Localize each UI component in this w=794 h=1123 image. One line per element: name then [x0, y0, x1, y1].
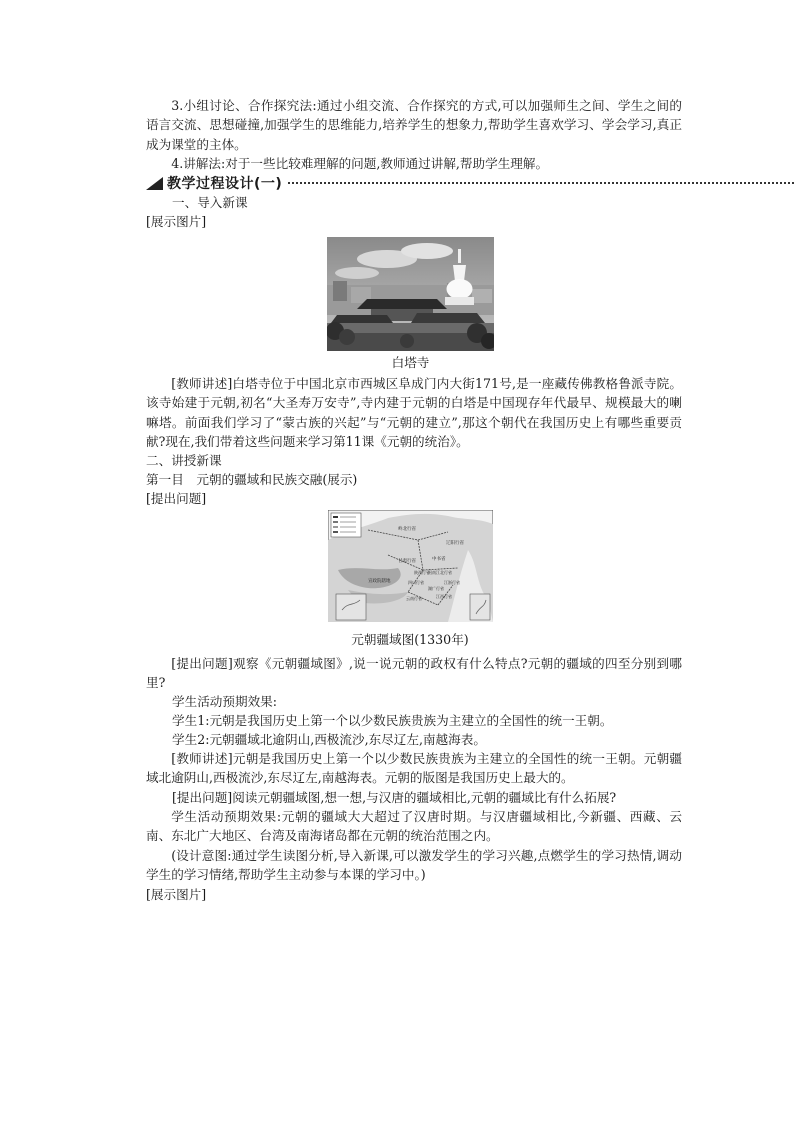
map-label-jiangzhe: 江浙行省: [444, 580, 460, 585]
method-3-paragraph: 3.小组讨论、合作探究法:通过小组交流、合作探究的方式,可以加强师生之间、学生之间的语言交流、思想碰撞,加强学生的思维能力,培养学生的想象力,帮助学生喜欢学习、学会学习,真正成为课堂的主体。: [146, 98, 682, 152]
map-label-sichuan: 四川行省: [408, 580, 424, 585]
map-label-huguang: 湖广行省: [428, 586, 444, 591]
map-label-zhongshu: 中书省: [432, 557, 446, 562]
map-label-liaoyang: 辽阳行省: [446, 541, 464, 546]
map-label-lingbei: 岭北行省: [398, 527, 416, 532]
student-2-answer: 学生2:元朝疆域北逾阴山,西极流沙,东尽辽左,南越海表。: [172, 732, 486, 747]
part2-title: 二、讲授新课: [146, 453, 222, 468]
section-heading-text: 教学过程设计(一): [167, 176, 283, 192]
student-1-answer: 学生1:元朝是我国历史上第一个以少数民族贵族为主建立的全国性的统一王朝。: [172, 713, 613, 728]
map-label-shaanxi: 陕西行省: [414, 570, 430, 575]
baitasi-photo: [327, 237, 494, 351]
expected-effect-2-paragraph: 学生活动预期效果:元朝的疆域大大超过了汉唐时期。与汉唐疆域相比,今新疆、西藏、云南、东北广大地区、台湾及南海诸岛都在元朝的统治范围之内。: [146, 809, 682, 844]
map-label-henan: 河南江北行省: [428, 570, 452, 575]
map-label-xuanzhengyuan: 宣政院辖地: [368, 579, 391, 584]
teacher-narration-2-paragraph: [教师讲述]元朝是我国历史上第一个以少数民族贵族为主建立的全国性的统一王朝。元朝疆域北逾阴山,西极流沙,东尽辽左,南越海表。元朝的版图是我国历史上最大的。: [146, 751, 682, 786]
part1-show-image-label: [展示图片]: [146, 214, 207, 229]
subsection-title: 第一目 元朝的疆域和民族交融(展示): [146, 472, 358, 487]
map-label-jiangxi: 江西行省: [436, 594, 452, 599]
yuan-territory-map: [328, 510, 493, 622]
map-caption: 元朝疆域图(1330年): [351, 632, 469, 647]
photo-caption: 白塔寺: [391, 355, 430, 370]
raise-question-label: [提出问题]: [146, 491, 207, 506]
heading-dotted-rule: [288, 182, 794, 184]
baitasi-photo-image: [327, 237, 494, 351]
design-intent-paragraph: (设计意图:通过学生读图分析,导入新课,可以激发学生的学习兴趣,点燃学生的学习热情,调动学生的学习情绪,帮助学生主动参与本课的学习中。): [146, 848, 682, 883]
part1-title: 一、导入新课: [172, 195, 248, 210]
question-1-paragraph: [提出问题]观察《元朝疆域图》,说一说元朝的政权有什么特点?元朝的疆域的四至分别到哪里?: [146, 656, 682, 691]
teacher-narration-paragraph: [教师讲述]白塔寺位于中国北京市西城区阜成门内大街171号,是一座藏传佛教格鲁派寺院。该寺始建于元朝,初名“大圣寿万安寺”,寺内建于元朝的白塔是中国现存年代最早、规模最大的喇嘛塔。前面我们学习了“蒙古族的兴起”与“元朝的建立”,那这个朝代在我国历史上有哪些重要贡献?现在,我们带着这些问题来学习第11课《元朝的统治》。: [146, 376, 682, 450]
question-2-paragraph: [提出问题]阅读元朝疆域图,想一想,与汉唐的疆域相比,元朝的疆域比有什么拓展?: [172, 790, 617, 805]
map-label-yunnan: 云南行省: [406, 596, 422, 601]
section-heading: [146, 173, 794, 193]
map-label-gansu: 甘肃行省: [398, 559, 416, 564]
expected-effect-label: 学生活动预期效果:: [172, 694, 277, 709]
method-4-paragraph: 4.讲解法:对于一些比较难理解的问题,教师通过讲解,帮助学生理解。: [171, 156, 549, 171]
heading-triangle-icon: [146, 177, 163, 190]
yuan-territory-map-image: [328, 510, 493, 622]
show-image-2-label: [展示图片]: [146, 887, 207, 902]
